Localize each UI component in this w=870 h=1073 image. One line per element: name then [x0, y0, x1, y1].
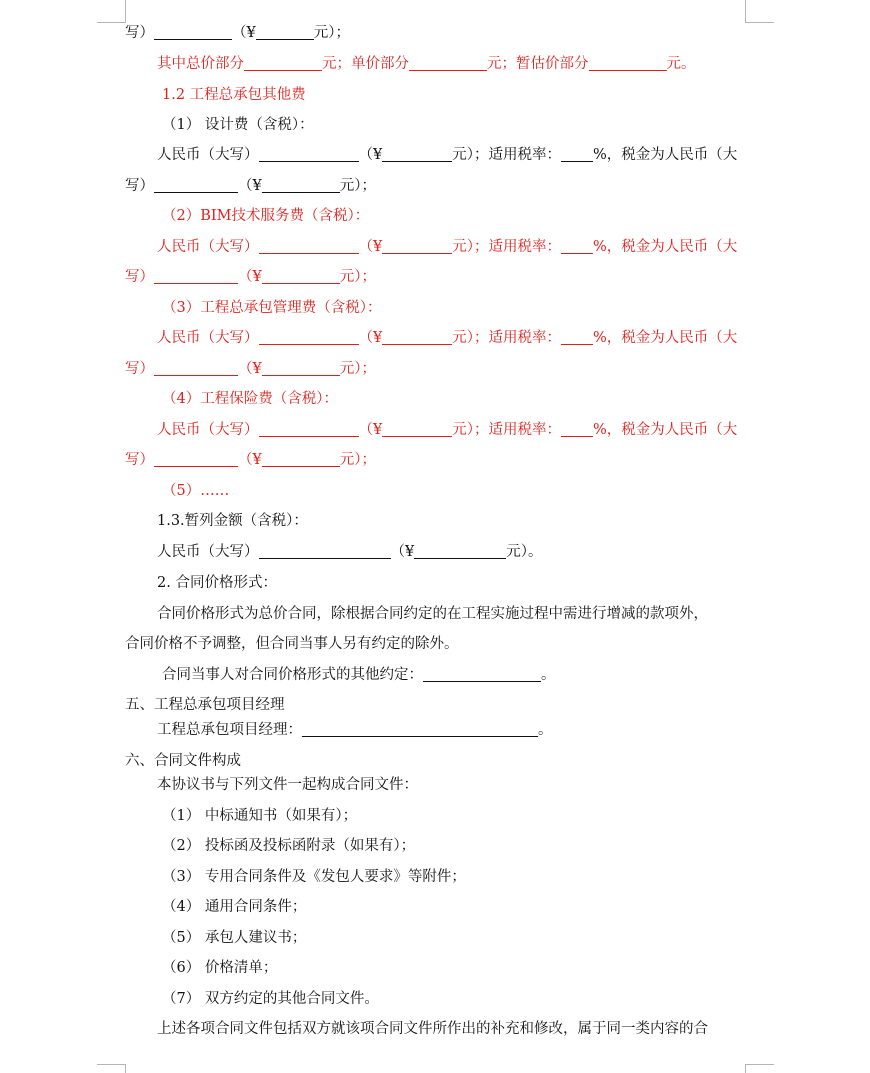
text: 元）；适用税率： [452, 239, 561, 255]
blank-line [154, 177, 238, 193]
management-fee-amount-line-2 [125, 359, 376, 379]
text: 元）；适用税率： [452, 422, 561, 438]
text: 其中总价部分 [157, 56, 244, 72]
text: （¥ [358, 147, 383, 163]
contract-price-form-paragraph-line-1: 合同价格形式为总价合同，除根据合同约定的在工程实施过程中需进行增减的款项外， [157, 606, 708, 622]
blank-line [423, 666, 541, 682]
blank-line [302, 721, 538, 737]
blank-line [259, 421, 359, 437]
text: 人民币（大写） [157, 147, 259, 163]
blank-line [154, 360, 238, 376]
item-insurance-fee: （4）工程保险费（含税）： [162, 391, 338, 407]
bim-fee-amount-line-2 [125, 267, 376, 287]
design-fee-amount-line-1 [157, 145, 737, 165]
blank-line [259, 238, 359, 254]
text: 人民币（大写） [157, 422, 259, 438]
document-item-7: （7） 双方约定的其他合同文件。 [162, 991, 379, 1007]
section-heading-contract-documents: 六、合同文件构成 [125, 753, 241, 769]
text: 写） [125, 178, 154, 194]
crop-mark-top-left [97, 0, 126, 23]
blank-line [259, 329, 359, 345]
document-item-4: （4） 通用合同条件； [162, 899, 307, 915]
blank-line [154, 268, 238, 284]
text: 人民币（大写） [157, 239, 259, 255]
management-fee-amount-line-1 [157, 328, 737, 348]
text: （¥ [238, 452, 262, 468]
section-heading-1-2: 1.2 工程总承包其他费 [162, 87, 306, 103]
blank-line [262, 451, 340, 467]
price-breakdown-line [157, 54, 696, 74]
text: 元。 [666, 56, 696, 72]
blank-line [561, 421, 593, 437]
item-design-fee: （1） 设计费（含税）： [162, 117, 314, 133]
text: 写） [125, 25, 154, 41]
blank-line [409, 55, 487, 71]
document-item-5: （5） 承包人建议书； [162, 930, 307, 946]
blank-line [561, 238, 593, 254]
text: 元）；适用税率： [452, 147, 561, 163]
text: （¥ [238, 361, 262, 377]
text: 元）； [313, 25, 350, 41]
text: （¥ [238, 178, 262, 194]
text: 。 [538, 722, 553, 738]
text: 元）。 [506, 544, 543, 560]
blank-line [244, 55, 322, 71]
section-heading-1-3: 1.3.暂列金额（含税）： [157, 513, 308, 529]
text: 元）； [339, 361, 376, 377]
text: 元）；适用税率： [452, 330, 561, 346]
text: 写） [125, 452, 154, 468]
text: 写） [125, 269, 154, 285]
project-manager-line [157, 720, 553, 740]
text: （¥ [390, 544, 415, 560]
crop-mark-top-right [745, 0, 774, 23]
blank-line [154, 24, 232, 40]
text: （¥ [358, 422, 383, 438]
text: （¥ [238, 269, 262, 285]
blank-line [589, 55, 667, 71]
text: 元）； [339, 269, 376, 285]
text: 工程总承包项目经理： [157, 722, 302, 738]
text: %，税金为人民币（大 [592, 422, 738, 438]
contract-documents-closing-paragraph: 上述各项合同文件包括双方就该项合同文件所作出的补充和修改，属于同一类内容的合 [157, 1021, 708, 1037]
blank-line [561, 329, 593, 345]
construction-fee-amount-line-2 [125, 23, 350, 43]
text: 元；单价部分 [322, 56, 409, 72]
item-5-ellipsis: （5）…… [162, 483, 230, 499]
blank-line [414, 543, 506, 559]
other-price-form-agreement-line [162, 665, 556, 685]
blank-line [256, 24, 314, 40]
text: %，税金为人民币（大 [592, 147, 738, 163]
document-item-2: （2） 投标函及投标函附录（如果有）； [162, 838, 416, 854]
section-heading-contract-price-form: 2. 合同价格形式： [157, 575, 277, 591]
insurance-fee-amount-line-1 [157, 420, 737, 440]
item-management-fee: （3）工程总承包管理费（含税）： [162, 300, 382, 316]
blank-line [262, 360, 340, 376]
text: 人民币（大写） [157, 330, 259, 346]
contract-price-form-paragraph-line-2: 合同价格不予调整，但合同当事人另有约定的除外。 [125, 636, 459, 652]
text: 人民币（大写） [157, 544, 259, 560]
contract-documents-intro: 本协议书与下列文件一起构成合同文件： [157, 777, 418, 793]
blank-line [382, 421, 452, 437]
text: 元；暂估价部分 [487, 56, 589, 72]
blank-line [154, 451, 238, 467]
item-bim-service-fee: （2）BIM技术服务费（含税）： [162, 208, 370, 224]
insurance-fee-amount-line-2 [125, 450, 376, 470]
document-item-1: （1） 中标通知书（如果有）； [162, 808, 358, 824]
text: %，税金为人民币（大 [592, 330, 738, 346]
text: 。 [541, 667, 556, 683]
document-item-3: （3） 专用合同条件及《发包人要求》等附件； [162, 869, 466, 885]
blank-line [262, 177, 340, 193]
text: 写） [125, 361, 154, 377]
text: （¥ [358, 239, 383, 255]
document-item-6: （6） 价格清单； [162, 960, 278, 976]
text: （¥ [358, 330, 383, 346]
section-heading-project-manager: 五、工程总承包项目经理 [125, 697, 285, 713]
text: （¥ [232, 25, 256, 41]
blank-line [382, 238, 452, 254]
provisional-sum-amount-line [157, 542, 542, 562]
text: 元）； [339, 178, 376, 194]
bim-fee-amount-line-1 [157, 237, 737, 257]
blank-line [382, 146, 452, 162]
text: 合同当事人对合同价格形式的其他约定： [162, 667, 423, 683]
design-fee-amount-line-2 [125, 176, 376, 196]
blank-line [259, 146, 359, 162]
text: %，税金为人民币（大 [592, 239, 738, 255]
blank-line [382, 329, 452, 345]
blank-line [262, 268, 340, 284]
text: 元）； [339, 452, 376, 468]
blank-line [259, 543, 391, 559]
blank-line [561, 146, 593, 162]
